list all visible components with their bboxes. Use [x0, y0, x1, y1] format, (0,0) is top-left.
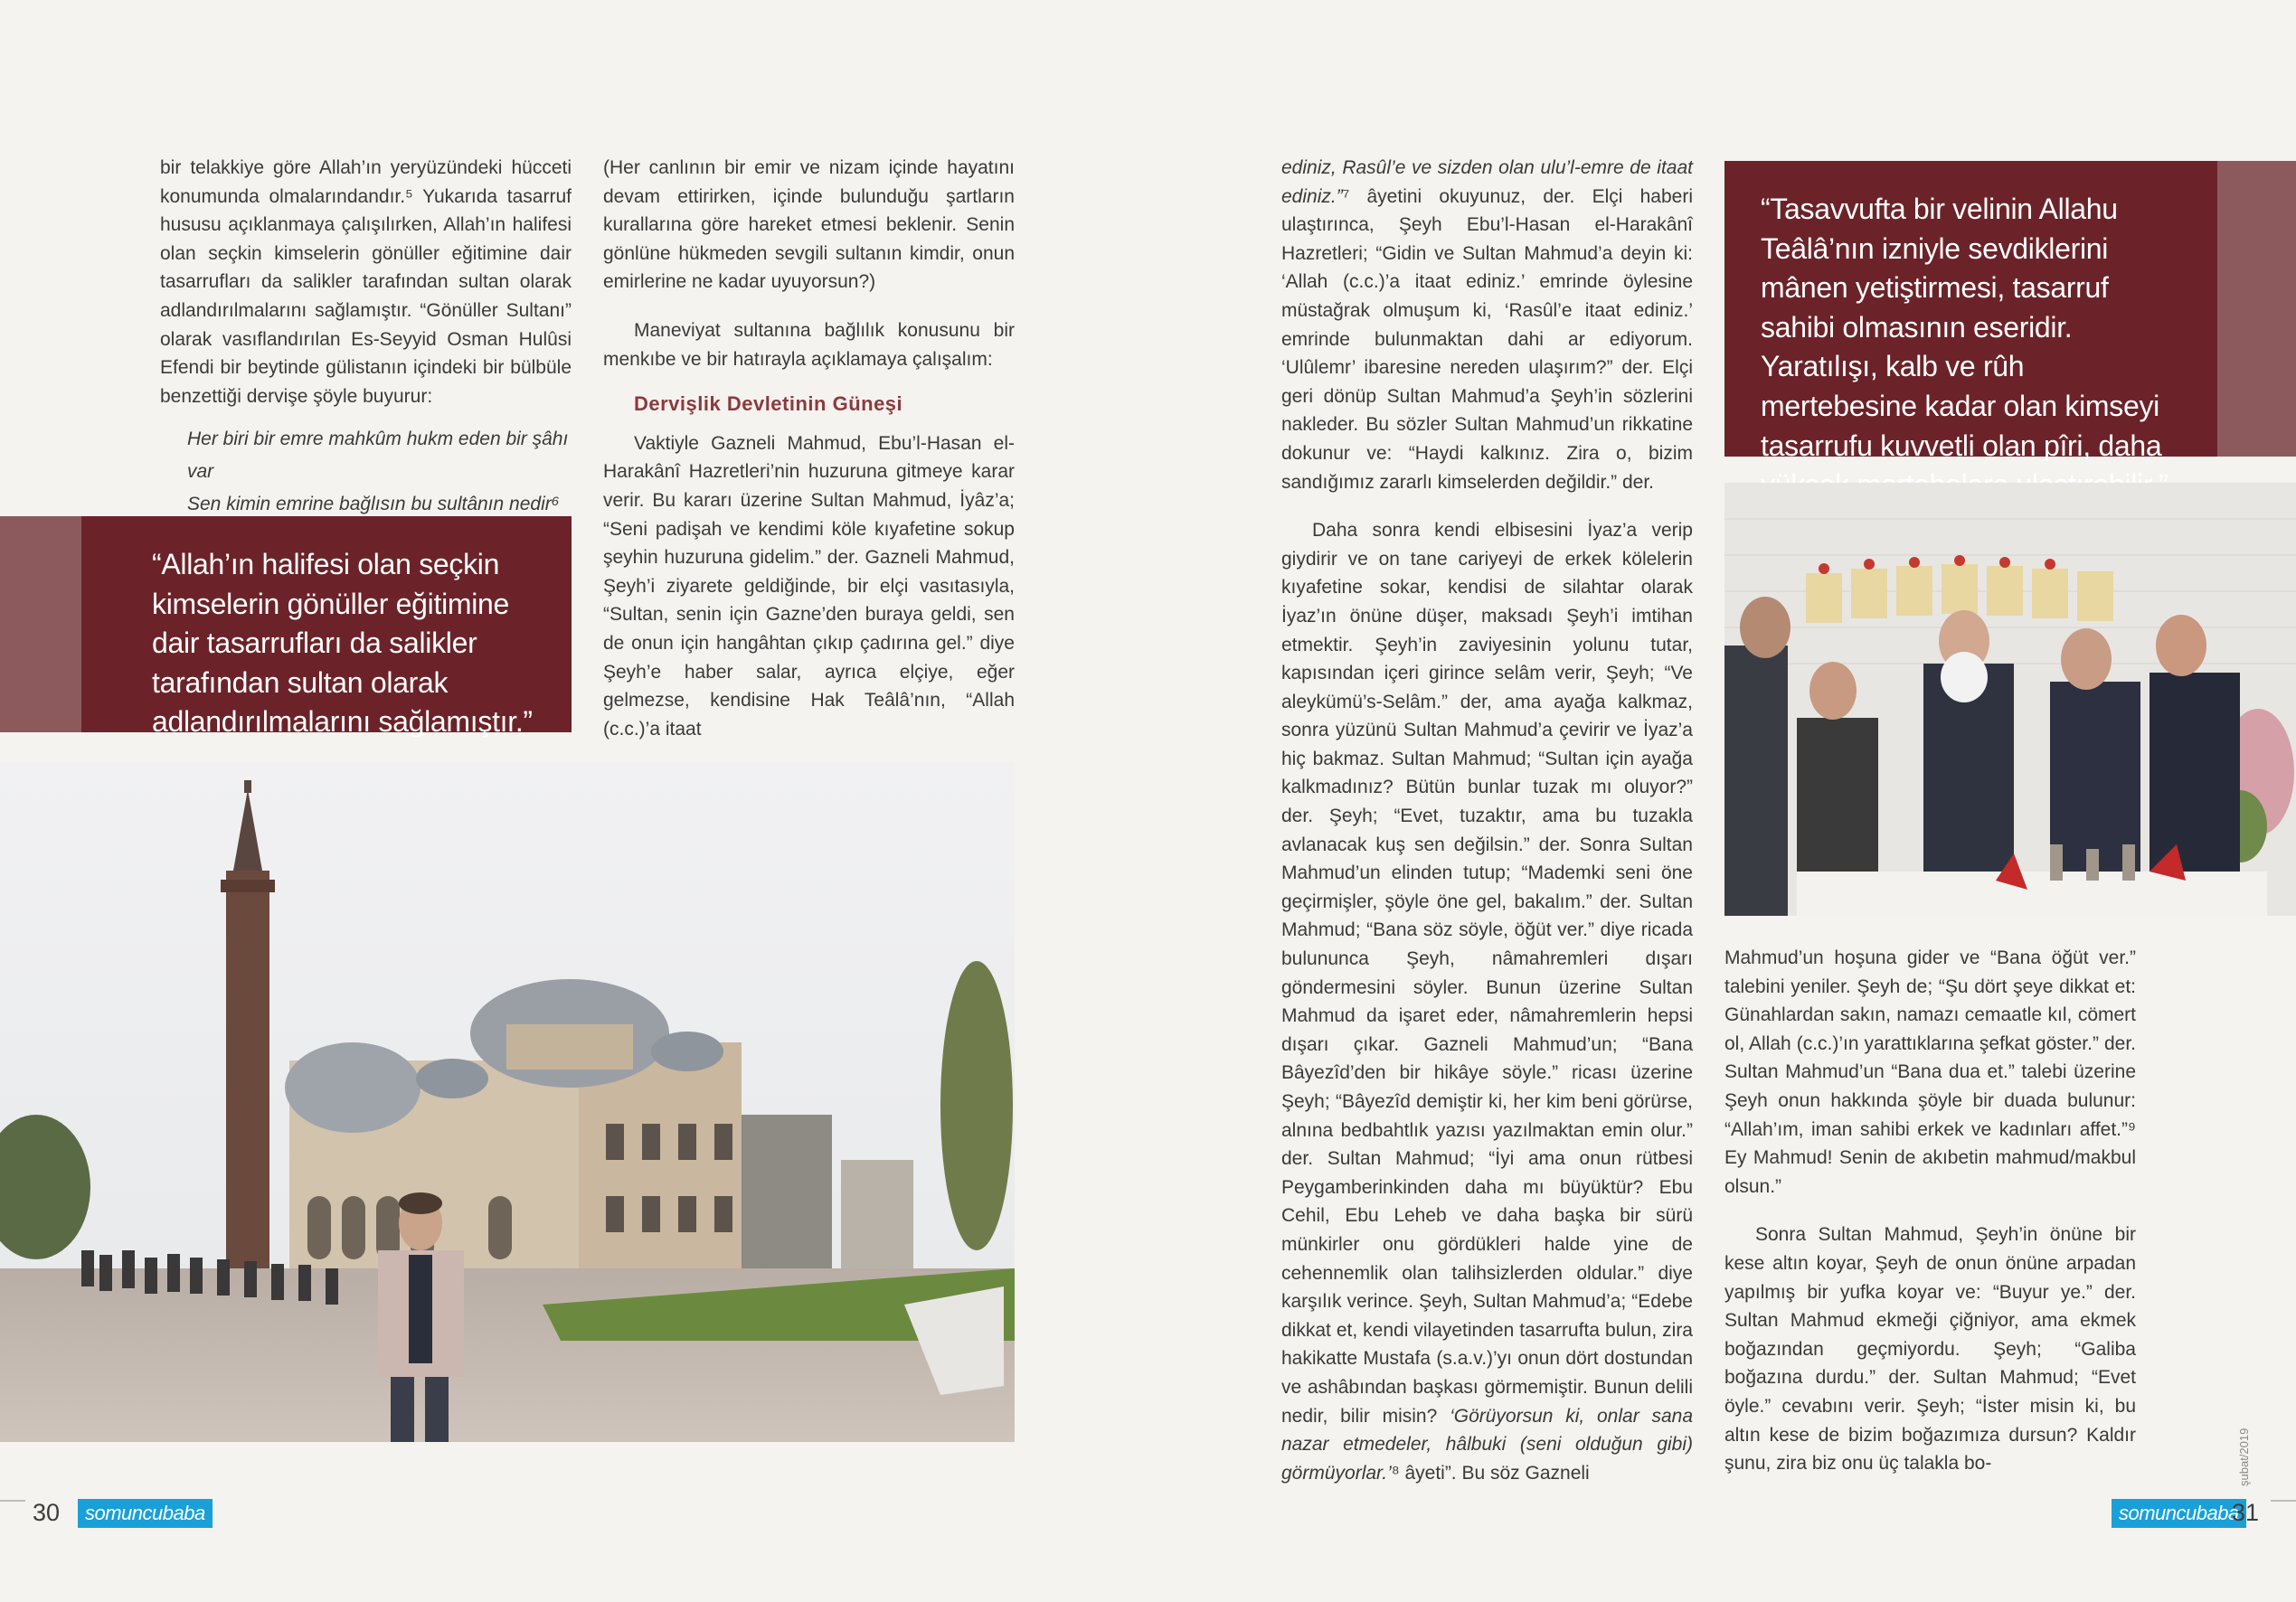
left-column-1 — [160, 154, 572, 521]
section-heading: Dervişlik Devletinin Güneşi — [634, 392, 903, 416]
issue-date: şubat/2019 — [2237, 1428, 2251, 1486]
paragraph-text: ⁷ âyetini okuyunuz, der. Elçi haberi ulaştırınca, Şeyh Ebu’l-Hasan el-Harakânî Hazretleri; “Gidin ve Sultan Mahmud’a deyin ki: ‘Allah (c.c.)’a itaat ediniz.’ emrinde öylesine müstağrak olmuşum ki, ‘Rasûl’e itaat ediniz.’ emrinde bulunmaktan dahi ar ediyorum. ‘Ulûlemr’ ibaresine nereden ulaşırım?” der. Elçi geri dönüp Sultan Mahmud’a Şeyh’in sözlerini nakleder. Bu sözler Sultan Mahmud’un rikkatine dokunur ve: “Haydi kalkınız. Zira o, bizim sandığımız zararlı kimselerden değildir.” der. — [1281, 185, 1693, 493]
footer-rule — [2271, 1500, 2296, 1502]
footer-rule — [0, 1500, 25, 1502]
pullquote-text: “Allah’ın halifesi olan seçkin kimselerin gönüller eğitimine dair tasarrufları da salikler tarafından sultan olarak adlandırılmalarını sağlamıştır.” — [152, 548, 533, 739]
paragraph — [1281, 154, 1693, 496]
pullquote-left — [81, 516, 572, 739]
paragraph — [1281, 516, 1693, 1487]
paragraph: bir telakkiye göre Allah’ın yeryüzündeki hücceti konumunda olmalarındandır.⁵ Yukarıda tasarruf hususu açıklanmaya çalışılırken, Allah’ın halifesi olan seçkin kimselerin gönüller eğitimine dair tasarrufları da salikler tarafından sultan olarak adlandırılmalarını sağlamıştır. “Gönüller Sultanı” olarak vasıflandırılan Es-Seyyid Osman Hulûsi Efendi bir beytinde gülistanın içindeki bir bülbüle benzettiği dervişe şöyle buyurur: — [160, 157, 572, 407]
verse-italic: ‘Görüyorsun ki, onlar sana nazar etmedeler, hâlbuki (seni olduğun gibi) görmüyorlar.’ — [1281, 1405, 1694, 1484]
paragraph: Maneviyat sultanına bağlılık konusunu bir menkıbe ve bir hatırayla açıklamaya çalışalım: — [603, 319, 1015, 370]
paragraph: Mahmud’un hoşuna gider ve “Bana öğüt ver.” talebini yeniler. Şeyh de; “Şu dört şeye dikkat et: Günahlardan sakın, namazı cemaatle kıl, cömert ol, Allah (c.c.)’ın yarattıklarına şefkat göster.” der. Sultan Mahmud’un “Bana dua et.” talebi üzerine Şeyh onun hakkında şöyle bir duada bulunur: “Allah’ım, iman sahibi erkek ve kadınları affet.”⁹ Ey Mahmud! Senin de akıbetin mahmud/makbul olsun.” — [1724, 947, 2136, 1197]
paragraph: (Her canlının bir emir ve nizam içinde hayatını devam ettirirken, içinde bulunduğu şartların kurallarına göre hareket etmesi beklenir. Senin gönlüne hükmeden sevgili sultanın kimdir, onun emirlerine ne kadar uyuyorsun?) — [603, 157, 1015, 293]
pullquote-side-bar — [0, 516, 81, 732]
brand-logo: somuncubaba — [2112, 1499, 2246, 1528]
paragraph-text: ⁸ âyeti”. Bu söz Gazneli — [1391, 1462, 1590, 1484]
pullquote-right — [1724, 161, 2217, 462]
right-column-3 — [1281, 154, 1693, 1487]
verse-italic: ediniz, Rasûl’e ve sizden olan ulu’l-emre de itaat ediniz.” — [1281, 157, 1693, 207]
mosque-photo — [0, 762, 1015, 1442]
paragraph-text: Daha sonra kendi elbisesini İyaz’a verip giydirir ve on tane cariyeyi de erkek kölelerin kıyafetine sokar, kendisi de silahtar olarak İyaz’ın önüne düşer, maksadı Şeyh’i imtihan etmektir. Şeyh’in zaviyesinin yolunu tutar, kapısından içeri girince selâm verir, Şeyh; “Ve aleykümü’s-Selâm.” der, ama ayağa kalkmaz, sonra yüzünü Sultan Mahmud’a çevirir ve İyaz’a hiç bakmaz. Sultan Mahmud; “Sultan için ayağa kalkmadınız? Bütün bunlar tuzak mı oluyor?” der. Şeyh; “Evet, tuzaktır, ama bu tuzakla avlanacak kuş sen değilsin.” der. Sonra Sultan Mahmud’un elinden tutup; “Mademki seni öne geçirmişler, şöyle öne gel, bakalım.” der. Sultan Mahmud; “Bana söz söyle, öğüt ver.” diye ricada bulununca Şeyh, nâmahremleri dışarı göndermesini söyler. Bunun üzerine Sultan Mahmud da işaret eder, nâmahremlerin hepsi dışarı çıkar. Gazneli Mahmud’un; “Bana Bâyezîd’den bir hikâye söyle.” ricası üzerine Şeyh; “Bâyezîd demiştir ki, her kim beni görürse, alnına bedbahtlık yazısı yazılmaktan emin olur.” der. Sultan Mahmud; “İyi ama onun rütbesi Peygamberinkinden daha mı büyüktür? Ebu Cehil, Ebu Leheb ve daha başka bir sürü münkirler onu gördükleri halde yine de cehennemlik olan talihsizlerden oldular.” diye karşılık verince. Şeyh, Sultan Mahmud’a; “Edebe dikkat et, kendi vilayetinden tasarrufta bulun, zira hakikatte Mustafa (s.a.v.)’yı onun dört dostundan ve ashâbından başkası görmemiştir. Bunun delili nedir, bilir misin? — [1281, 520, 1693, 1427]
group-photo — [1724, 483, 2296, 916]
right-column-4 — [1724, 944, 2136, 1478]
pullquote-side-bar — [2217, 161, 2296, 457]
paragraph: Vaktiyle Gazneli Mahmud, Ebu’l-Hasan el-Harakânî Hazretleri’nin huzuruna gitmeye karar verir. Bu kararı üzerine Sultan Mahmud, İyâz’a; “Seni padişah ve kendimi köle kıyafetine sokup şeyhin huzuruna gidelim.” der. Gazneli Mahmud, Şeyh’i ziyarete geldiğinde, bir elçi vasıtasıyla, “Sultan, senin için Gazne’den buraya geldi, sen de onun için hangâhtan çıkıp çadırına gel.” diye Şeyh’e haber salar, ayrıca elçiye, eğer gelmezse, kendisine Hak Teâlâ’nın, “Allah (c.c.)’a itaat — [603, 432, 1015, 740]
page-number: 30 — [33, 1499, 61, 1526]
left-column-2 — [603, 154, 1015, 743]
brand-logo: somuncubaba — [78, 1499, 213, 1528]
poem-line: Her biri bir emre mahkûm hukm eden bir şâhı var — [187, 429, 569, 483]
paragraph: Sonra Sultan Mahmud, Şeyh’in önüne bir kese altın koyar, Şeyh de onun önüne arpadan yapılmış bir yufka koyar ve: “Buyur ye.” der. Sultan Mahmud ekmeği çiğniyor, ama ekmek boğazından geçmiyordu. Şeyh; “Galiba boğazına durdu.” der. Sultan Mahmud; “Evet öyle.” cevabını verir. Şeyh; “İster misin ki, bu altın kese de bizim boğazımıza dursun? Kaldır şunu, zira biz onu üç talakla bo- — [1724, 1224, 2136, 1475]
page-number: 31 — [2232, 1499, 2260, 1526]
pullquote-text: “Tasavvufta bir velinin Allahu Teâlâ’nın izniyle sevdiklerini mânen yetiştirmesi, tasarruf sahibi olmasının eseridir. Yaratılışı, kalb ve rûh mertebesine kadar olan kimseyi tasarrufu kuvvetli olan pîri, daha — [1761, 193, 2162, 462]
poem-line: Sen kimin emrine bağlısın bu sultânın nedir⁶ — [187, 494, 560, 515]
